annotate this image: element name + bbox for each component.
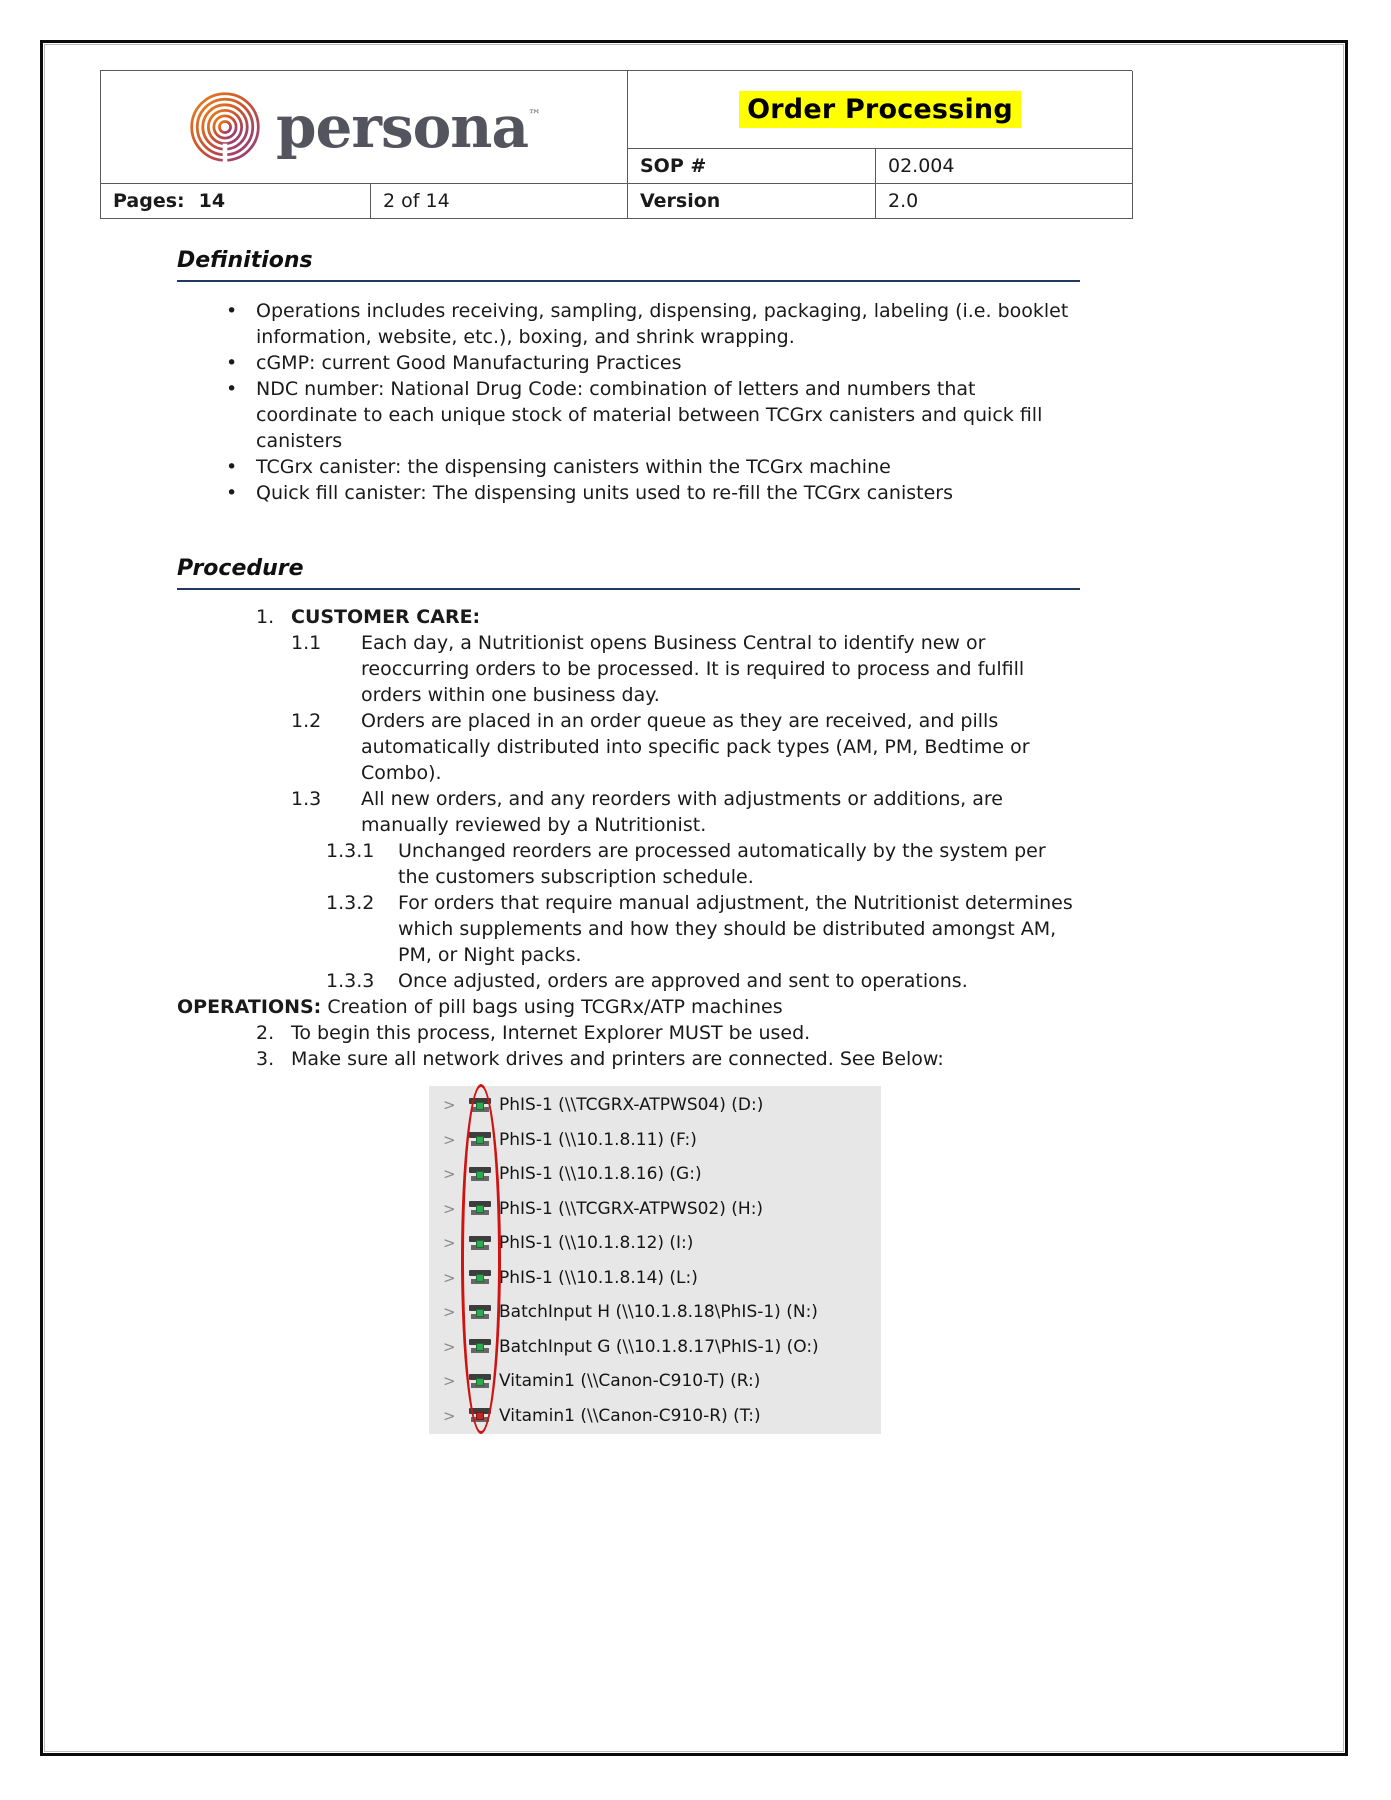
drive-row	[429, 1295, 881, 1330]
step-number: 1.3	[291, 788, 322, 810]
network-drive-icon	[469, 1200, 491, 1217]
page-title: Order Processing	[739, 91, 1021, 128]
network-drive-icon	[469, 1097, 491, 1114]
drive-row	[429, 1330, 881, 1365]
fingerprint-logo-icon	[188, 90, 262, 164]
drive-label: PhIS-1 (\\TCGRX-ATPWS02) (H:)	[499, 1198, 764, 1219]
sop-number-value: 02.004	[876, 149, 1133, 184]
drive-label: BatchInput H (\\10.1.8.18\PhIS-1) (N:)	[499, 1302, 818, 1323]
step-text: Each day, a Nutritionist opens Business Central to identify new or reoccurring orders to be processed. It is required to process and fulfill orders within one business day.	[361, 632, 1025, 706]
logo-wordmark	[275, 93, 541, 161]
item-text: To begin this process, Internet Explorer MUST be used.	[291, 1022, 811, 1044]
page-of-indicator: 2 of 14	[371, 184, 628, 219]
drive-label: PhIS-1 (\\TCGRX-ATPWS04) (D:)	[499, 1095, 764, 1116]
substep-number: 1.3.2	[326, 892, 375, 914]
document-body	[177, 248, 1080, 1434]
list-item	[256, 604, 1080, 630]
header-table	[100, 70, 1132, 219]
network-drive-icon	[469, 1131, 491, 1148]
logo-trademark: ™	[528, 108, 541, 123]
chevron-right-icon: >	[443, 1130, 456, 1149]
pages-value: 14	[198, 190, 226, 212]
list-item	[256, 1020, 1080, 1046]
network-drive-icon	[469, 1269, 491, 1286]
customer-care-title: CUSTOMER CARE:	[291, 606, 481, 628]
logo-text: persona	[275, 93, 529, 161]
drive-row	[429, 1226, 881, 1261]
substep-text: Unchanged reorders are processed automatically by the system per the customers subscription schedule.	[398, 840, 1046, 888]
definition-text: TCGrx canister: the dispensing canisters within the TCGrx machine	[256, 456, 891, 478]
drive-row	[429, 1364, 881, 1399]
definitions-heading: Definitions	[177, 248, 1080, 282]
bullet-icon	[226, 298, 256, 350]
drive-row	[429, 1157, 881, 1192]
list-item	[177, 376, 1080, 454]
item-number: 3.	[256, 1048, 275, 1070]
item-number: 2.	[256, 1022, 275, 1044]
operations-line	[177, 994, 1080, 1020]
operations-text: Creation of pill bags using TCGRx/ATP machines	[321, 996, 783, 1018]
drive-label: Vitamin1 (\\Canon-C910-R) (T:)	[499, 1405, 761, 1426]
drive-label: BatchInput G (\\10.1.8.17\PhIS-1) (O:)	[499, 1336, 819, 1357]
network-drive-icon	[469, 1373, 491, 1390]
bullet-icon	[226, 454, 256, 480]
pages-cell	[101, 184, 371, 219]
chevron-right-icon: >	[443, 1096, 456, 1115]
definitions-list	[177, 298, 1080, 506]
bullet-icon	[226, 350, 256, 376]
list-item	[291, 630, 1080, 708]
drive-row	[429, 1261, 881, 1296]
list-item	[326, 838, 1080, 890]
bullet-icon	[226, 480, 256, 506]
list-item	[177, 480, 1080, 506]
chevron-right-icon: >	[443, 1199, 456, 1218]
network-drives-screenshot	[429, 1086, 881, 1434]
version-value: 2.0	[876, 184, 1133, 219]
sop-number-label: SOP #	[628, 149, 876, 184]
network-drive-icon	[469, 1304, 491, 1321]
definition-text: NDC number: National Drug Code: combination of letters and numbers that coordinate to each unique stock of material between TCGrx canisters and quick fill canisters	[256, 378, 1043, 452]
drive-label: PhIS-1 (\\10.1.8.16) (G:)	[499, 1164, 702, 1185]
list-item	[177, 454, 1080, 480]
chevron-right-icon: >	[443, 1234, 456, 1253]
drive-label: PhIS-1 (\\10.1.8.14) (L:)	[499, 1267, 698, 1288]
list-item	[256, 1046, 1080, 1072]
drive-label: Vitamin1 (\\Canon-C910-T) (R:)	[499, 1371, 761, 1392]
chevron-right-icon: >	[443, 1268, 456, 1287]
bullet-icon	[226, 376, 256, 454]
document-title-cell	[628, 71, 1133, 149]
substep-text: For orders that require manual adjustment, the Nutritionist determines which supplements and how they should be distributed amongst AM, PM, or Night packs.	[398, 892, 1073, 966]
network-drive-icon	[469, 1166, 491, 1183]
drive-row	[429, 1123, 881, 1158]
list-item	[177, 298, 1080, 350]
drive-label: PhIS-1 (\\10.1.8.11) (F:)	[499, 1129, 697, 1150]
version-label: Version	[628, 184, 876, 219]
definition-text: Operations includes receiving, sampling, dispensing, packaging, labeling (i.e. booklet information, website, etc.), boxing, and shrink wrapping.	[256, 300, 1069, 348]
chevron-right-icon: >	[443, 1372, 456, 1391]
substep-text: Once adjusted, orders are approved and sent to operations.	[398, 970, 968, 992]
logo-cell	[101, 71, 628, 184]
chevron-right-icon: >	[443, 1165, 456, 1184]
list-item	[177, 350, 1080, 376]
procedure-list	[177, 604, 1080, 1072]
item-text: Make sure all network drives and printers are connected. See Below:	[291, 1048, 944, 1070]
network-drive-icon	[469, 1338, 491, 1355]
step-text: Orders are placed in an order queue as they are received, and pills automatically distributed into specific pack types (AM, PM, Bedtime or Combo).	[361, 710, 1030, 784]
list-item	[326, 890, 1080, 968]
definition-text: Quick fill canister: The dispensing units used to re-fill the TCGrx canisters	[256, 482, 953, 504]
operations-label: OPERATIONS:	[177, 996, 322, 1018]
item-number: 1.	[256, 606, 275, 628]
step-number: 1.2	[291, 710, 322, 732]
definition-text: cGMP: current Good Manufacturing Practices	[256, 352, 682, 374]
substep-number: 1.3.3	[326, 970, 375, 992]
substep-number: 1.3.1	[326, 840, 375, 862]
pages-label: Pages:	[113, 190, 185, 212]
network-drive-disconnected-icon	[469, 1407, 491, 1424]
network-drive-icon	[469, 1235, 491, 1252]
step-number: 1.1	[291, 632, 322, 654]
drive-row	[429, 1088, 881, 1123]
list-item	[326, 968, 1080, 994]
list-item	[291, 786, 1080, 838]
drive-row	[429, 1192, 881, 1227]
chevron-right-icon: >	[443, 1406, 456, 1425]
drive-label: PhIS-1 (\\10.1.8.12) (I:)	[499, 1233, 694, 1254]
chevron-right-icon: >	[443, 1337, 456, 1356]
procedure-heading: Procedure	[177, 556, 1080, 590]
drive-row	[429, 1399, 881, 1434]
step-text: All new orders, and any reorders with adjustments or additions, are manually reviewed by a Nutritionist.	[361, 788, 1003, 836]
document-page	[40, 40, 1348, 1756]
list-item	[291, 708, 1080, 786]
chevron-right-icon: >	[443, 1303, 456, 1322]
